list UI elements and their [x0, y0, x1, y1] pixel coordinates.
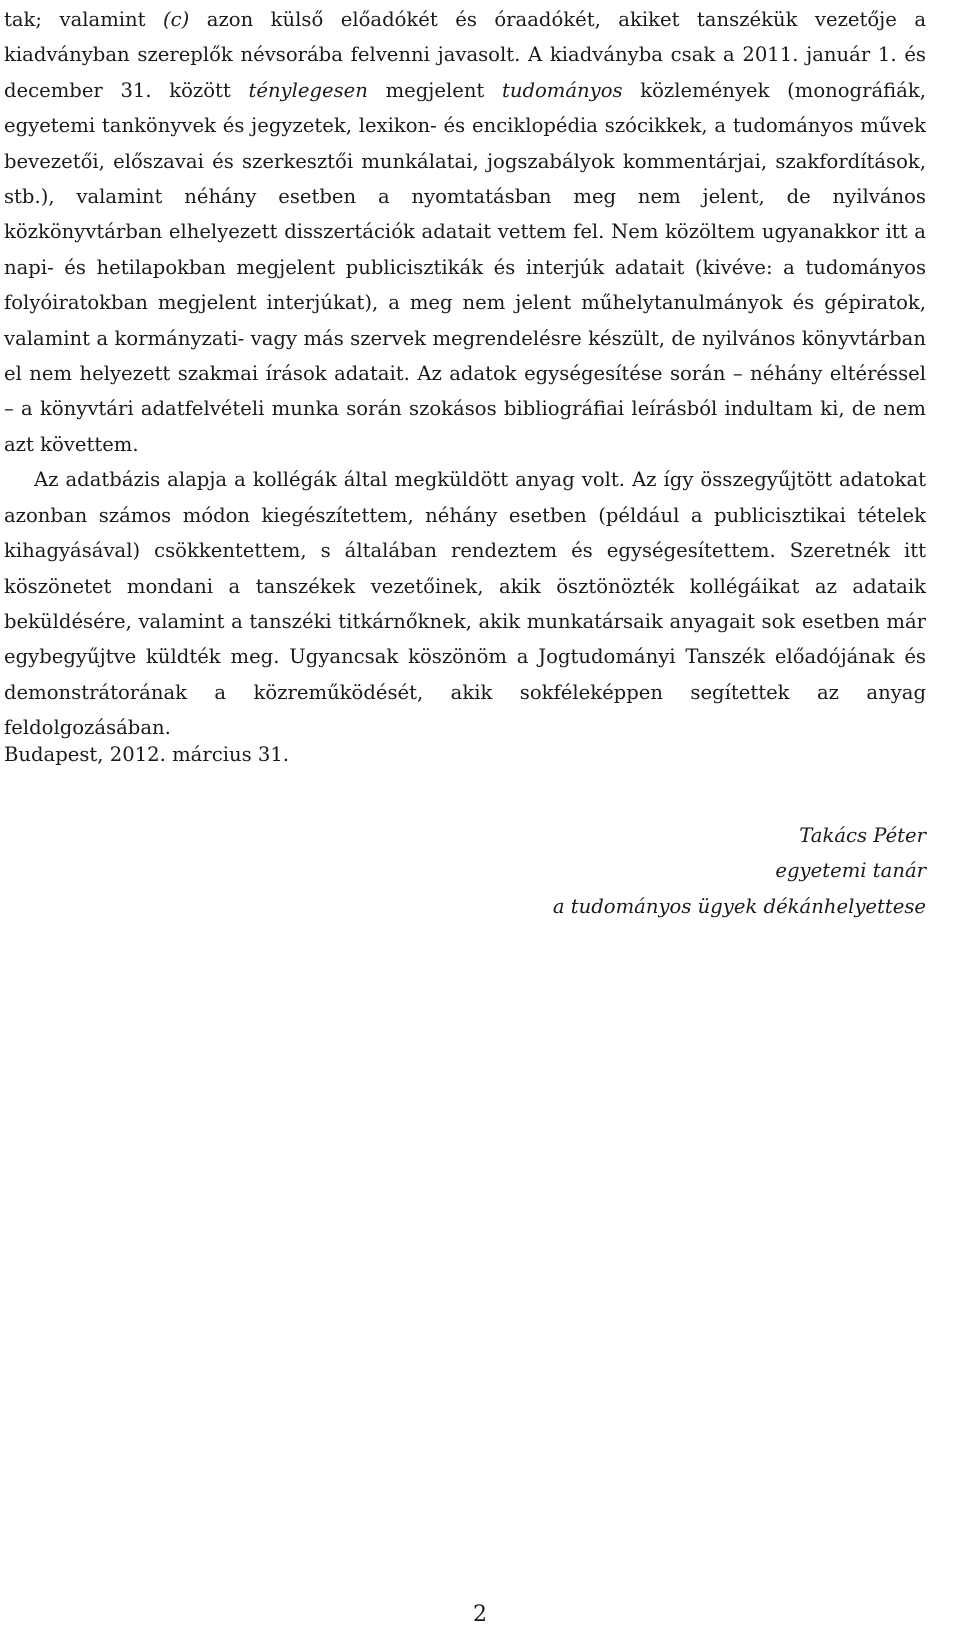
place-date: Budapest, 2012. március 31. [4, 743, 290, 766]
signature-name: Takács Péter [799, 824, 926, 847]
paragraph-segment: közlemények (monográfiák, egyetemi tankönyvek és jegyzetek, lexikon- és enciklopédia szócikkek, a tudományos művek bevezetői, előszavai és szerkesztői munkálatai, jogszabályok kommentárjai, szakfordítások, stb.), valamint néhány esetben a nyomtatásban meg nem jelent, de nyilvános közkönyvtárban elhelyezett disszertációk adatait vettem fel. Nem közöltem ugyanakkor itt a napi- és hetilapokban megjelent publicisztikák és interjúk adatait (kivéve: a tudományos folyóiratokban megjelent interjúkat), a meg nem jelent műhelytanulmányok és gépiratok, valamint a kormányzati- vagy más szervek megrendelésre készült, de nyilvános könyvtárban el nem helyezett szakmai írások adatait. Az adatok egységesítése során – néhány eltéréssel – a könyvtári adatfelvételi munka során szokásos bibliográfiai leírásból indultam ki, de nem azt követtem. [4, 78, 926, 456]
italic-emphasis: tudományos [501, 78, 623, 102]
paragraph-segment: megjelent [367, 78, 502, 102]
body-paragraph: Az adatbázis alapja a kollégák által megküldött anyag volt. Az így összegyűjtött adatokat azonban számos módon kiegészítettem, néhány esetben (például a publicisztikai tételek kihagyásával) csökkentettem, s általában rendeztem és egységesítettem. Szeretnék itt köszönetet mondani a tanszékek vezetőinek, akik ösztönözték kollégáikat az adataik beküldésére, valamint a tanszéki titkárnőknek, akik munkatársaik anyagait sok esetben már egybegyűjtve küldték meg. Ugyancsak köszönöm a Jogtudományi Tanszék előadójának és demonstrátorának a közreműködését, akik sokféleképpen segítettek az anyag feldolgozásában. [4, 468, 926, 740]
body-paragraph [4, 2, 926, 462]
document-page [4, 0, 926, 918]
paragraph-segment: tak; valamint [4, 8, 164, 31]
signature-block [553, 818, 926, 924]
italic-emphasis: ténylegesen [248, 78, 368, 102]
signature-position: a tudományos ügyek dékánhelyettese [552, 894, 926, 918]
paragraph-segment: azon külső előadókét és óraadókét, akiket tanszékük vezetője a kiadványban szereplők névsorába felvenni javasolt. A kiadványba csak a 2011. január 1. és december 31. között [4, 8, 926, 102]
page-number: 2 [473, 1602, 487, 1627]
signature-title: egyetemi tanár [775, 859, 926, 883]
italic-marker: (c) [163, 8, 190, 31]
